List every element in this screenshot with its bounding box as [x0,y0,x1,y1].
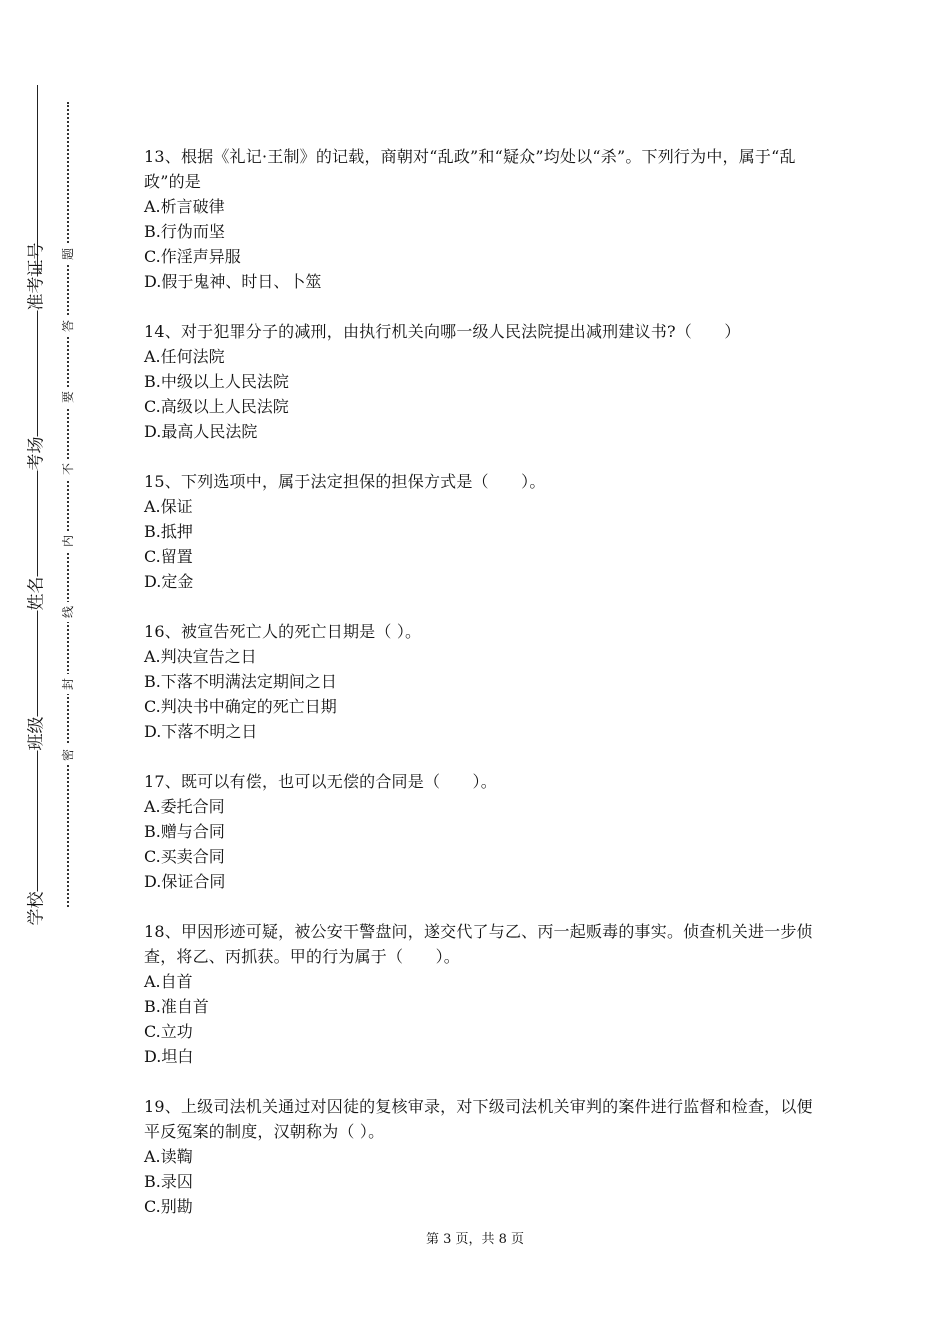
question-16 [144,619,814,744]
option-a: A.自首 [144,972,193,991]
field-label-name: 姓名 [26,576,47,611]
seal-char: 题 [59,244,77,264]
binding-margin [0,0,120,1344]
option-d: D.定金 [144,572,194,591]
option-c: C.判决书中确定的死亡日期 [144,697,337,716]
question-stem: 16、被宣告死亡人的死亡日期是（ ）。 [144,622,422,641]
seal-char: 不 [59,459,77,479]
question-stem: 17、既可以有偿，也可以无偿的合同是（ ）。 [144,772,497,791]
question-stem: 13、根据《礼记·王制》的记载，商朝对“乱政”和“疑众”均处以“杀”。下列行为中，属于“乱政”的是 [144,147,796,191]
question-stem: 14、对于犯罪分子的减刑，由执行机关向哪一级人民法院提出减刑建议书?（ ） [144,322,741,341]
option-a: A.析言破律 [144,197,225,216]
question-list [144,144,814,1244]
option-d: D.保证合同 [144,872,226,891]
option-b: B.行伪而坚 [144,222,225,241]
question-15 [144,469,814,594]
seal-char: 密 [59,745,77,765]
option-c: C.别勘 [144,1197,193,1216]
field-label-exam-room: 考场 [26,436,47,471]
question-stem: 15、下列选项中，属于法定担保的担保方式是（ ）。 [144,472,546,491]
question-17 [144,769,814,894]
page-number: 第 3 页，共 8 页 [425,1232,525,1247]
option-a: A.判决宣告之日 [144,647,257,666]
option-b: B.赠与合同 [144,822,225,841]
field-label-school: 学校 [26,891,47,926]
question-18 [144,919,814,1069]
question-stem: 18、甲因形迹可疑，被公安干警盘问，遂交代了与乙、丙一起贩毒的事实。侦查机关进一步侦查，将乙、丙抓获。甲的行为属于（ ）。 [144,922,813,966]
option-a: A.读鞫 [144,1147,193,1166]
seal-char: 线 [59,602,77,622]
option-c: C.留置 [144,547,193,566]
seal-char: 要 [59,387,77,407]
option-c: C.高级以上人民法院 [144,397,289,416]
option-b: B.下落不明满法定期间之日 [144,672,337,691]
option-d: D.假于鬼神、时日、卜筮 [144,272,322,291]
option-c: C.买卖合同 [144,847,225,866]
seal-char: 内 [59,531,77,551]
option-b: B.准自首 [144,997,209,1016]
field-label-exam-id: 准考证号 [26,242,47,311]
field-label-class: 班级 [26,716,47,751]
question-stem: 19、上级司法机关通过对囚徒的复核审录，对下级司法机关审判的案件进行监督和检查，以便平反冤案的制度，汉朝称为（ ）。 [144,1097,813,1141]
option-d: D.最高人民法院 [144,422,258,441]
option-b: B.中级以上人民法院 [144,372,289,391]
question-13 [144,144,814,294]
option-c: C.立功 [144,1022,193,1041]
question-14 [144,319,814,444]
option-c: C.作淫声异服 [144,247,241,266]
question-19 [144,1094,814,1219]
seal-char: 答 [59,316,77,336]
seal-char: 封 [59,674,77,694]
seal-dotted-line [67,102,69,907]
option-d: D.下落不明之日 [144,722,258,741]
option-d: D.坦白 [144,1047,194,1066]
option-b: B.录囚 [144,1172,193,1191]
option-b: B.抵押 [144,522,193,541]
option-a: A.保证 [144,497,193,516]
option-a: A.任何法院 [144,347,225,366]
binding-solid-line [37,85,38,915]
option-a: A.委托合同 [144,797,225,816]
